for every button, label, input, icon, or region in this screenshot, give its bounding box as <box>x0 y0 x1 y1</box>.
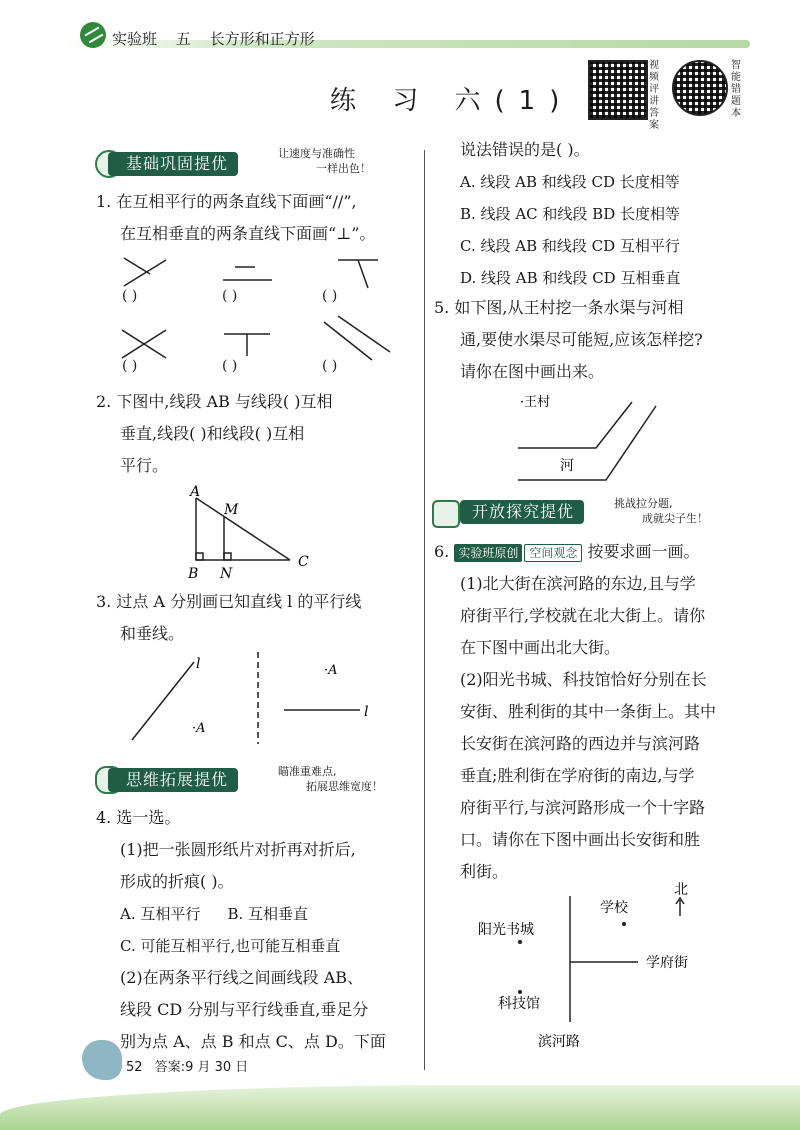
qr1-label: 视频评讲答案 <box>649 60 659 131</box>
q5-line: 通,要使水渠尽可能短,应该怎样挖? <box>460 330 703 349</box>
q6-line: 利街。 <box>460 862 509 881</box>
q6-line: 长安街在滨河路的西边并与滨河路 <box>460 734 701 753</box>
option-a[interactable]: A. 互相平行 <box>120 905 201 923</box>
skill-badge: 空间观念 <box>524 544 582 562</box>
slogan-line: 拓展思维宽度！ <box>306 780 383 793</box>
qr-code-icon[interactable] <box>588 60 648 120</box>
museum-dot <box>518 990 522 994</box>
original-badge: 实验班原创 <box>454 544 522 562</box>
qr-code-icon[interactable] <box>672 60 728 116</box>
village-label: ·王村 <box>520 395 551 410</box>
q4-line: (1)把一张圆形纸片对折再对折后, <box>120 840 356 859</box>
q6-line: 安街、胜利街的其中一条街上。其中 <box>460 702 717 721</box>
q4-line: 形成的折痕( )。 <box>120 872 234 891</box>
point-label: A <box>190 484 201 500</box>
answer-blank[interactable]: ( ) <box>122 288 138 304</box>
header-breadcrumb <box>112 28 329 49</box>
xuefu-label: 学府街 <box>646 955 688 971</box>
line-label: l <box>364 704 369 720</box>
q6-line: 垂直;胜利街在学府街的南边,与学 <box>460 766 695 785</box>
north-label: 北 <box>674 882 688 898</box>
q6-street-map <box>470 880 730 1055</box>
slogan-line: 成就尖子生！ <box>642 512 708 525</box>
answer-blank[interactable]: ( ) <box>322 288 338 304</box>
q5-river-figure <box>500 388 680 484</box>
question-4-continued <box>460 134 680 294</box>
line-shape <box>358 260 368 288</box>
q6-line: 在下图中画出北大街。 <box>460 638 621 657</box>
line-label: l <box>196 656 201 672</box>
question-5 <box>434 292 703 388</box>
line-shape <box>338 316 390 352</box>
option-b[interactable]: B. 线段 AC 和线段 BD 长度相等 <box>460 205 680 223</box>
slogan-line: 瞄准重难点, <box>278 765 337 778</box>
option-c[interactable]: C. 线段 AB 和线段 CD 互相平行 <box>460 237 680 255</box>
slogan-line: 一样出色！ <box>316 162 371 175</box>
q6-heading <box>434 536 774 568</box>
bookstore-dot <box>518 940 522 944</box>
option-b[interactable]: B. 互相垂直 <box>227 905 309 923</box>
q4-cont-line: 说法错误的是( )。 <box>460 140 590 159</box>
chapter-name: 长方形和正方形 <box>209 30 315 48</box>
school-dot <box>622 922 626 926</box>
q2-line: 垂直,线段( )和线段( )互相 <box>120 424 305 443</box>
q5-line: 5. 如下图,从王村挖一条水渠与河相 <box>434 298 684 317</box>
line-shape <box>124 260 166 286</box>
q1-line: 在互相垂直的两条直线下面画“⊥”。 <box>120 224 376 243</box>
museum-label: 科技馆 <box>498 996 540 1012</box>
slogan-line: 让速度与准确性 <box>278 147 355 160</box>
section-tag: 思维拓展提优 <box>108 768 238 792</box>
question-2 <box>96 386 333 482</box>
q2-triangle-figure <box>180 480 320 585</box>
point-label: M <box>224 502 239 518</box>
question-6 <box>434 536 774 888</box>
q3-line: 3. 过点 A 分别画已知直线 l 的平行线 <box>96 592 362 611</box>
q1-line: 1. 在互相平行的两条直线下面画“//”, <box>96 192 357 211</box>
answer-blank[interactable]: ( ) <box>122 358 138 374</box>
point-label: N <box>220 566 233 582</box>
bookstore-label: 阳光书城 <box>478 922 534 938</box>
q5-line: 请你在图中画出来。 <box>460 362 605 381</box>
section-tag: 基础巩固提优 <box>108 152 238 176</box>
series-name: 实验班 <box>112 30 158 48</box>
q4-line: 别为点 A、点 B 和点 C、点 D。下面 <box>120 1032 386 1051</box>
answer-blank[interactable]: ( ) <box>322 358 338 374</box>
option-d[interactable]: D. 线段 AB 和线段 CD 互相垂直 <box>460 269 681 287</box>
answer-date: 答案:9 月 30 日 <box>154 1060 249 1075</box>
series-logo-icon <box>80 22 106 48</box>
qr2-label: 智能错题本 <box>731 60 741 119</box>
river-label: 河 <box>560 458 574 474</box>
page-number: 52 <box>126 1060 143 1075</box>
q6-line: 口。请你在下图中画出长安街和胜 <box>460 830 701 849</box>
question-3 <box>96 586 361 650</box>
q6-intro: 按要求画一画。 <box>587 542 700 561</box>
q3-line: 和垂线。 <box>120 624 185 643</box>
q6-line: 府街平行,与滨河路形成一个十字路 <box>460 798 706 817</box>
section-slogan <box>278 764 383 794</box>
unit-number: 五 <box>175 30 191 48</box>
column-divider <box>424 150 425 1070</box>
slogan-line: 挑战拉分题, <box>614 497 673 510</box>
dolphin-mascot-icon <box>82 1040 122 1080</box>
question-1 <box>96 186 375 250</box>
q1-figures <box>110 250 400 380</box>
page-title: 练 习 六(1) <box>330 86 574 116</box>
school-label: 学校 <box>600 900 628 916</box>
footer-info <box>126 1056 248 1075</box>
q2-line: 平行。 <box>120 456 169 475</box>
section-slogan <box>614 496 708 526</box>
binhe-label: 滨河路 <box>538 1034 580 1050</box>
q3-figures <box>110 648 400 748</box>
point-label: C <box>298 554 309 570</box>
answer-blank[interactable]: ( ) <box>222 358 238 374</box>
satellite-icon <box>432 500 460 528</box>
option-c[interactable]: C. 可能互相平行,也可能互相垂直 <box>120 937 341 955</box>
section-slogan <box>278 146 371 176</box>
point-label: ·A <box>192 721 206 736</box>
point-label: ·A <box>324 663 338 678</box>
q4-line: (2)在两条平行线之间画线段 AB、 <box>120 968 364 987</box>
q2-line: 2. 下图中,线段 AB 与线段( )互相 <box>96 392 333 411</box>
line-shape <box>324 322 372 360</box>
section-tag: 开放探究提优 <box>460 500 584 524</box>
q6-line: 府街平行,学校就在北大街上。请你 <box>460 606 706 625</box>
q6-line: (2)阳光书城、科技馆恰好分别在长 <box>460 670 707 689</box>
q4-line: 线段 CD 分别与平行线垂直,垂足分 <box>120 1000 369 1019</box>
question-4 <box>96 802 416 1058</box>
q4-options <box>96 898 416 930</box>
point-label: B <box>188 566 199 582</box>
q6-number: 6. <box>434 542 450 561</box>
footer-wave <box>0 1085 800 1130</box>
answer-blank[interactable]: ( ) <box>222 288 238 304</box>
q6-line: (1)北大街在滨河路的东边,且与学 <box>460 574 696 593</box>
q4-line: 4. 选一选。 <box>96 808 181 827</box>
option-a[interactable]: A. 线段 AB 和线段 CD 长度相等 <box>460 173 680 191</box>
